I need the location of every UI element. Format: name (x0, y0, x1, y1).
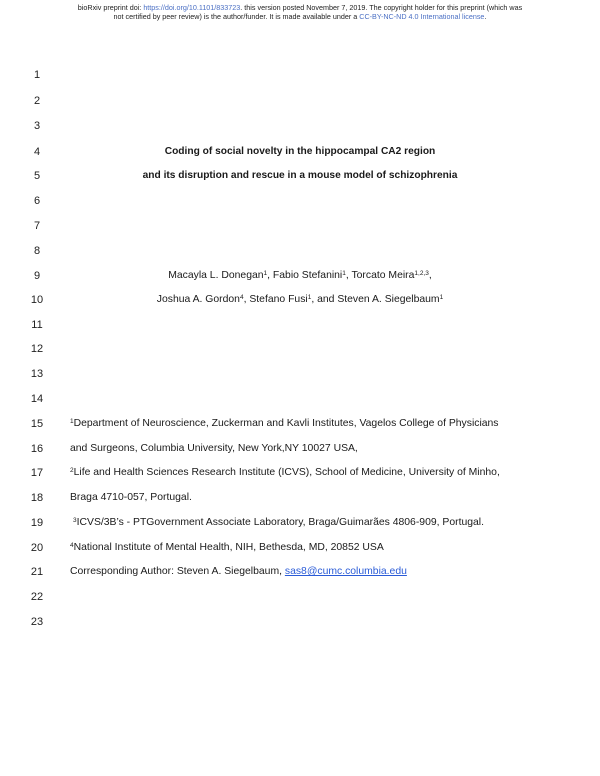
affiliation-mark: 3 (73, 517, 77, 524)
author-name: , and Steven A. Siegelbaum (311, 294, 440, 305)
author-name: , Stefano Fusi (243, 294, 308, 305)
author-affiliation-mark: 1 (263, 270, 268, 277)
line-number: 18 (30, 492, 44, 504)
line-number: 4 (33, 146, 41, 158)
line-number: 19 (30, 517, 44, 529)
author-affiliation-mark: 1 (439, 294, 444, 301)
affiliation-mark: 4 (70, 542, 74, 549)
affiliation-3 (73, 517, 484, 528)
line-number: 14 (30, 393, 44, 405)
author-name: , Torcato Meira (345, 270, 415, 281)
author-affiliation-mark: 1 (342, 270, 346, 277)
line-number: 13 (30, 368, 44, 380)
line-number: 21 (30, 566, 44, 578)
affiliation-1-line-2: and Surgeons, Columbia University, New York,NY 10027 USA, (70, 443, 358, 454)
affiliation-mark: 1 (70, 418, 74, 425)
author-affiliation-mark: 4 (239, 294, 244, 301)
affiliation-text: Life and Health Sciences Research Institute (ICVS), School of Medicine, University of Minho, (73, 467, 500, 478)
affiliation-2-line-1 (70, 467, 500, 478)
paper-title-line-2: and its disruption and rescue in a mouse model of schizophrenia (142, 170, 458, 181)
author-line-2 (70, 294, 530, 305)
author-affiliation-mark: 1,2,3 (414, 270, 429, 277)
line-number: 3 (33, 120, 41, 132)
author-affiliation-mark: 1 (307, 294, 312, 301)
line-number: 8 (33, 245, 41, 257)
line-number: 1 (33, 69, 41, 81)
corresponding-email-link[interactable]: sas8@cumc.columbia.edu (284, 566, 407, 577)
affiliation-mark: 2 (70, 467, 74, 474)
line-number: 11 (31, 319, 43, 331)
doi-link[interactable]: https://doi.org/10.1101/833723 (143, 3, 241, 12)
corresponding-author-line (70, 566, 407, 577)
author-separator: , (428, 270, 432, 281)
header-license-prefix: not certified by peer review) is the author/funder. It is made available under a (113, 11, 360, 21)
line-number: 16 (30, 443, 44, 455)
affiliation-text: Department of Neuroscience, Zuckerman and Kavli Institutes, Vagelos College of Physicians (73, 418, 499, 429)
corresponding-author-label: Corresponding Author: Steven A. Siegelbaum, (70, 566, 285, 577)
affiliation-4 (70, 542, 384, 553)
paper-title-line-1: Coding of social novelty in the hippocampal CA2 region (164, 146, 436, 157)
license-link[interactable]: CC-BY-NC-ND 4.0 International license (359, 11, 485, 21)
header-posted-text: . this version posted November 7, 2019. The copyright holder for this preprint (which was (240, 3, 523, 12)
header-doi-prefix: bioRxiv preprint doi: (77, 3, 144, 12)
author-name: Joshua A. Gordon (156, 294, 240, 305)
preprint-header (0, 4, 600, 21)
line-number: 12 (30, 343, 44, 355)
header-line-2 (0, 13, 600, 22)
affiliation-text: ICVS/3B’s - PTGovernment Associate Laboratory, Braga/Guimarães 4806-909, Portugal. (76, 517, 484, 528)
author-line-1 (70, 270, 530, 281)
header-license-suffix: . (484, 11, 487, 21)
author-name: Macayla L. Donegan (168, 270, 264, 281)
line-number: 6 (33, 195, 41, 207)
affiliation-text: National Institute of Mental Health, NIH, Bethesda, MD, 20852 USA (73, 542, 384, 553)
line-number: 17 (30, 467, 44, 479)
line-number: 2 (33, 95, 41, 107)
line-number: 20 (30, 542, 44, 554)
line-number: 5 (33, 170, 41, 182)
affiliation-2-line-2: Braga 4710-057, Portugal. (70, 492, 192, 503)
author-name: , Fabio Stefanini (267, 270, 343, 281)
line-number: 10 (30, 294, 44, 306)
line-number: 9 (33, 270, 41, 282)
line-number: 22 (30, 591, 44, 603)
line-number: 15 (30, 418, 44, 430)
line-number: 23 (30, 616, 44, 628)
line-number: 7 (33, 220, 41, 232)
affiliation-1-line-1 (70, 418, 499, 429)
